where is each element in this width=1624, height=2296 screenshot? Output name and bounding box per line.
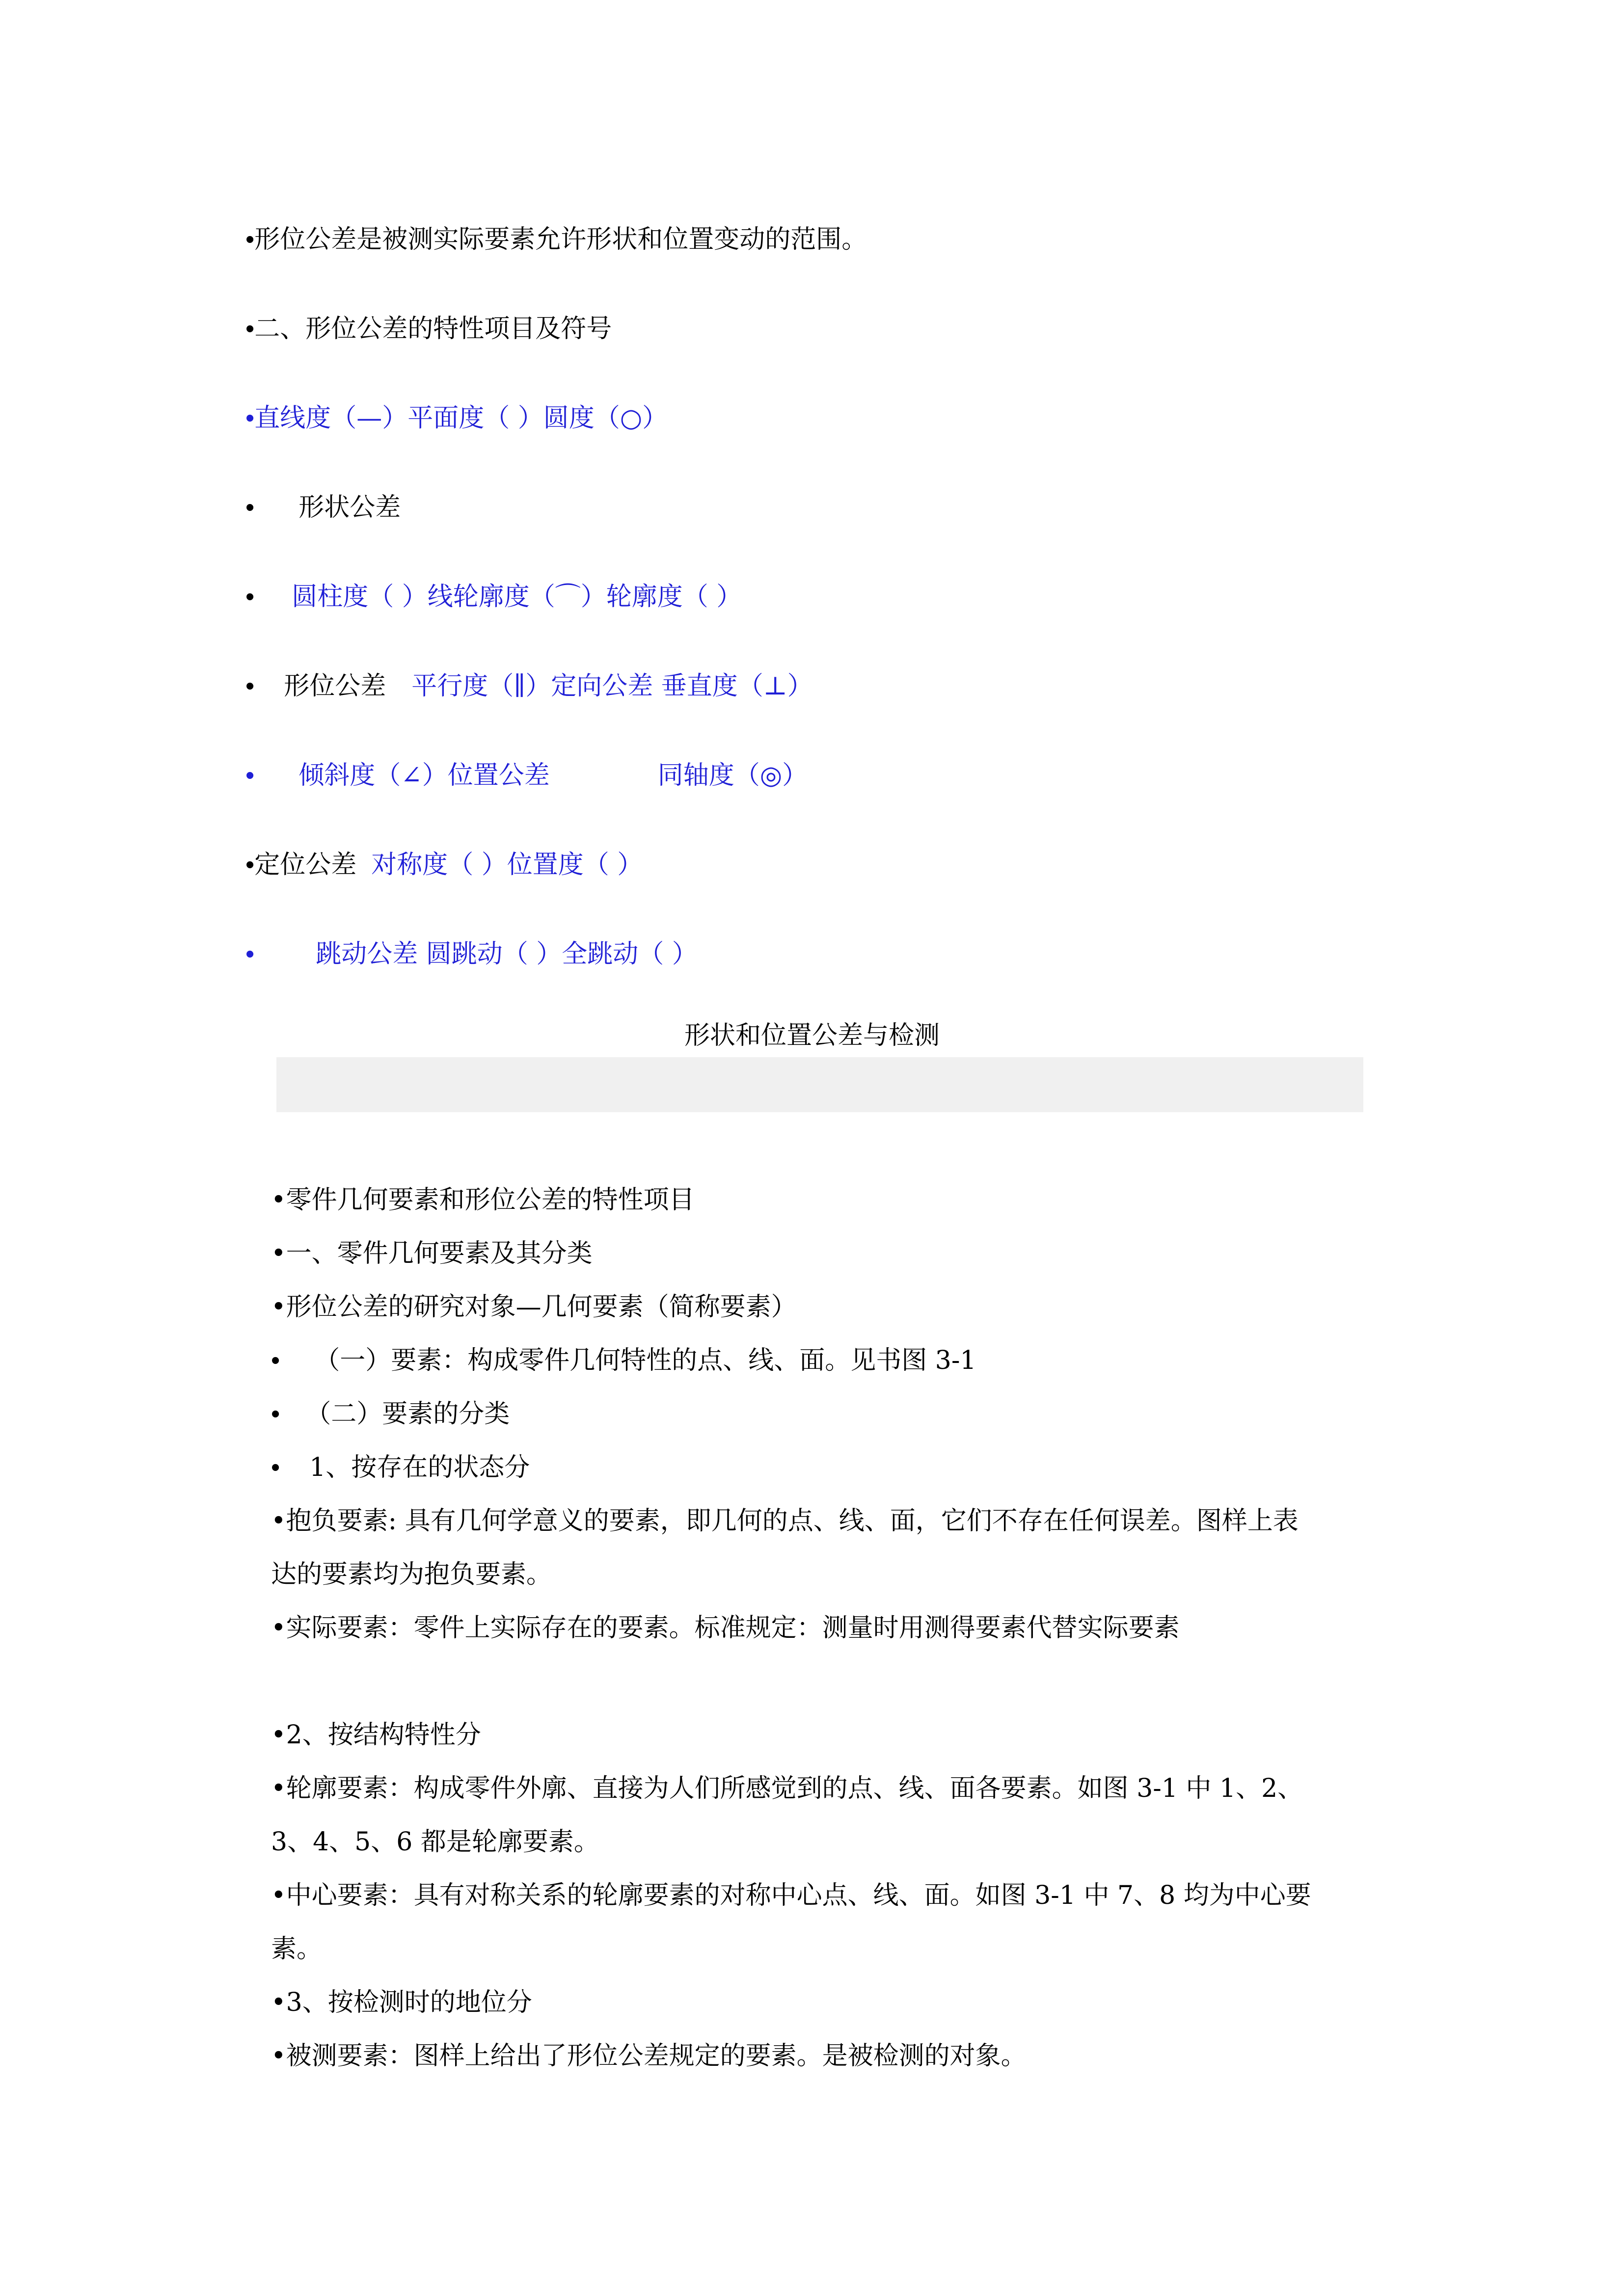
para-center-element-line2: 素。 [271, 1934, 323, 1964]
text: （一）要素：构成零件几何特性的点、线、面。见书图 3-1 [314, 1346, 976, 1375]
text: 1、按存在的状态分 [309, 1453, 530, 1482]
text: 形位公差是被测实际要素允许形状和位置变动的范围。 [254, 225, 867, 254]
section-title: 形状和位置公差与检测 [684, 1021, 940, 1050]
para-element-classes [271, 1394, 510, 1434]
gray-header-bar [276, 1057, 1363, 1112]
para-by-structure: •2、按结构特性分 [271, 1720, 481, 1750]
bullet: • [245, 761, 255, 790]
para-geometric-elements: •零件几何要素和形位公差的特性项目 [271, 1185, 695, 1215]
bullet: • [245, 493, 255, 522]
para-by-state [271, 1448, 530, 1487]
para-contour-element-line2: 3、4、5、6 都是轮廓要素。 [271, 1827, 599, 1857]
bullet: • [271, 1400, 280, 1428]
para-ideal-element-line1: •抱负要素: 具有几何学意义的要素，即几何的点、线、面，它们不存在任何误差。图样上表 [271, 1506, 1299, 1536]
line-straightness-flatness-roundness [245, 399, 668, 438]
para-classification-heading: •一、零件几何要素及其分类 [271, 1239, 593, 1268]
text: 形状公差 [298, 493, 401, 522]
para-research-object: •形位公差的研究对象—几何要素（简称要素） [271, 1292, 797, 1322]
line-form-position-tolerance-def [245, 220, 867, 259]
bullet: • [245, 315, 255, 343]
text: 对称度（ ）位置度（ ） [371, 850, 643, 880]
para-measured-element: •被测要素：图样上给出了形位公差规定的要素。是被检测的对象。 [271, 2041, 1027, 2071]
bullet: • [271, 1453, 280, 1482]
bullet: • [245, 851, 255, 879]
line-location-tolerance [245, 845, 643, 884]
label: 形位公差 [284, 671, 386, 701]
para-elements-definition [271, 1341, 976, 1380]
line-parallelism-perpendicularity [245, 667, 813, 706]
text: 跳动公差 圆跳动（ ）全跳动（ ） [316, 939, 698, 969]
text: 直线度（—）平面度（ ）圆度（○） [254, 403, 668, 433]
text: 平行度（∥）定向公差 垂直度（⊥） [411, 671, 813, 701]
line-section-two-heading [245, 309, 612, 348]
line-form-tolerance [245, 488, 401, 527]
para-center-element-line1: •中心要素：具有对称关系的轮廓要素的对称中心点、线、面。如图 3-1 中 7、8 均为中心要 [271, 1881, 1311, 1910]
label: 定位公差 [254, 850, 357, 880]
text: （二）要素的分类 [305, 1399, 510, 1429]
text: 倾斜度（∠）位置公差 [298, 761, 550, 790]
line-runout-tolerance [245, 934, 698, 974]
text: 圆柱度（ ）线轮廓度（⌒）轮廓度（ ） [292, 582, 742, 612]
para-by-inspection: •3、按检测时的地位分 [271, 1988, 532, 2017]
line-cylindricity-profile [245, 577, 742, 616]
text-coaxiality: 同轴度（◎） [657, 761, 808, 790]
bullet: • [245, 940, 255, 968]
para-contour-element-line1: •轮廓要素：构成零件外廓、直接为人们所感觉到的点、线、面各要素。如图 3-1 中 1、2、 [271, 1774, 1303, 1803]
bullet: • [245, 404, 255, 432]
bullet: • [245, 583, 255, 611]
line-angularity-coaxiality [245, 756, 808, 795]
para-actual-element: •实际要素：零件上实际存在的要素。标准规定：测量时用测得要素代替实际要素 [271, 1613, 1180, 1643]
bullet: • [245, 672, 255, 700]
bullet: • [271, 1346, 280, 1375]
bullet: • [245, 225, 255, 254]
para-ideal-element-line2: 达的要素均为抱负要素。 [271, 1560, 552, 1589]
text: 二、形位公差的特性项目及符号 [254, 314, 612, 344]
